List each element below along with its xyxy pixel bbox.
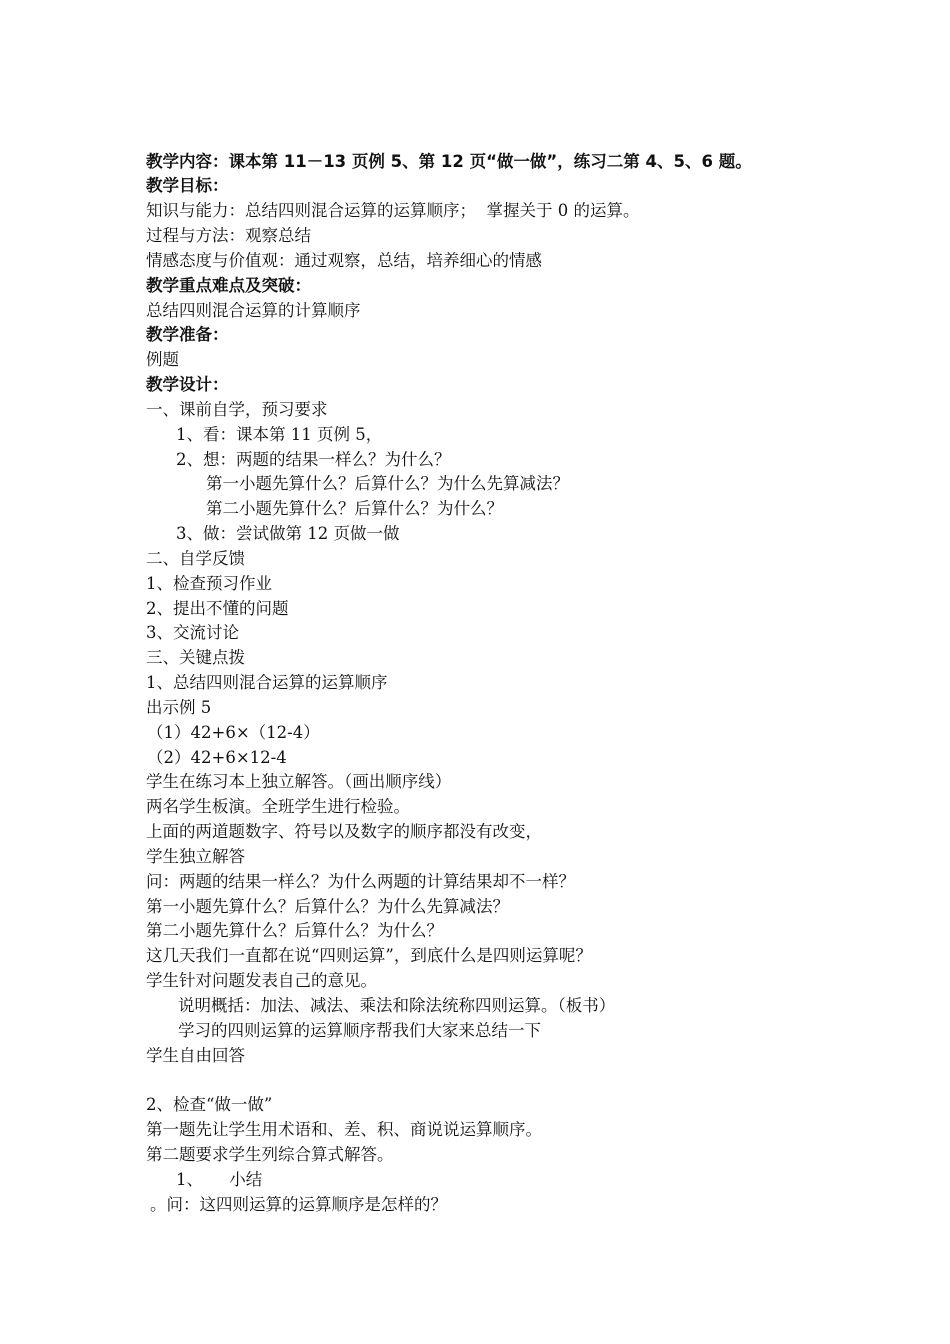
exercise-two: 第二题要求学生列综合算式解答。 — [146, 1145, 394, 1164]
question-four-operations: 这几天我们一直都在说“四则运算”，到底什么是四则运算呢？ — [146, 946, 592, 965]
section-three-heading: 三、关键点拨 — [146, 648, 245, 667]
example-expression-1: （1）42+6×（12-4） — [147, 723, 320, 742]
example-label: 出示例 5 — [146, 698, 212, 717]
key-points-heading: 教学重点难点及突破： — [146, 276, 311, 295]
check-exercise-heading: 2、检查“做一做” — [146, 1095, 273, 1114]
teaching-goals-heading: 教学目标： — [146, 176, 229, 195]
step-do: 3、做：尝试做第 12 页做一做 — [176, 524, 400, 543]
teaching-content-line: 教学内容：课本第 11－13 页例 5、第 12 页“做一做”，练习二第 4、5、6 题。 — [146, 152, 752, 171]
keypoint-item-1: 1、总结四则混合运算的运算顺序 — [146, 673, 388, 692]
exercise-one: 第一题先让学生用术语和、差、积、商说说运算顺序。 — [146, 1120, 542, 1139]
summary-prompt: 学习的四则运算的运算顺序帮我们大家来总结一下 — [178, 1021, 541, 1040]
step-look: 1、看：课本第 11 页例 5， — [176, 425, 383, 444]
board-demo: 两名学生板演。全班学生进行检验。 — [146, 797, 410, 816]
think-question-2: 第二小题先算什么？后算什么？为什么？ — [206, 499, 503, 518]
section-one-heading: 一、课前自学，预习要求 — [146, 400, 328, 419]
preparation-heading: 教学准备： — [146, 325, 229, 344]
key-points-text: 总结四则混合运算的计算顺序 — [146, 301, 361, 320]
question-first: 第一小题先算什么？后算什么？为什么先算减法？ — [146, 897, 509, 916]
free-answer: 学生自由回答 — [146, 1046, 245, 1065]
feedback-item-2: 2、提出不懂的问题 — [146, 599, 289, 618]
think-question-1: 第一小题先算什么？后算什么？为什么先算减法？ — [206, 474, 569, 493]
goal-process: 过程与方法：观察总结 — [146, 226, 311, 245]
goal-knowledge: 知识与能力：总结四则混合运算的运算顺序； 掌握关于 0 的运算。 — [146, 201, 640, 220]
section-two-heading: 二、自学反馈 — [146, 549, 245, 568]
question-second: 第二小题先算什么？后算什么？为什么？ — [146, 921, 443, 940]
design-heading: 教学设计： — [146, 375, 229, 394]
goal-attitude: 情感态度与价值观：通过观察，总结，培养细心的情感 — [146, 251, 542, 270]
example-expression-2: （2）42+6×12-4 — [147, 748, 287, 767]
practice-instruction: 学生在练习本上独立解答。（画出顺序线） — [146, 772, 452, 791]
preparation-text: 例题 — [146, 350, 179, 369]
step-think: 2、想：两题的结果一样么？为什么？ — [176, 450, 451, 469]
student-opinions: 学生针对问题发表自己的意见。 — [146, 971, 377, 990]
feedback-item-3: 3、交流讨论 — [146, 623, 239, 642]
summary-question: 。问：这四则运算的运算顺序是怎样的？ — [150, 1195, 447, 1214]
question-results: 问：两题的结果一样么？为什么两题的计算结果却不一样？ — [146, 872, 575, 891]
observation-note: 上面的两道题数字、符号以及数字的顺序都没有改变， — [146, 822, 542, 841]
summary-heading: 1、 小结 — [176, 1170, 263, 1189]
feedback-item-1: 1、检查预习作业 — [146, 574, 272, 593]
independent-answer: 学生独立解答 — [146, 847, 245, 866]
summary-explanation: 说明概括：加法、减法、乘法和除法统称四则运算。（板书） — [178, 996, 616, 1015]
